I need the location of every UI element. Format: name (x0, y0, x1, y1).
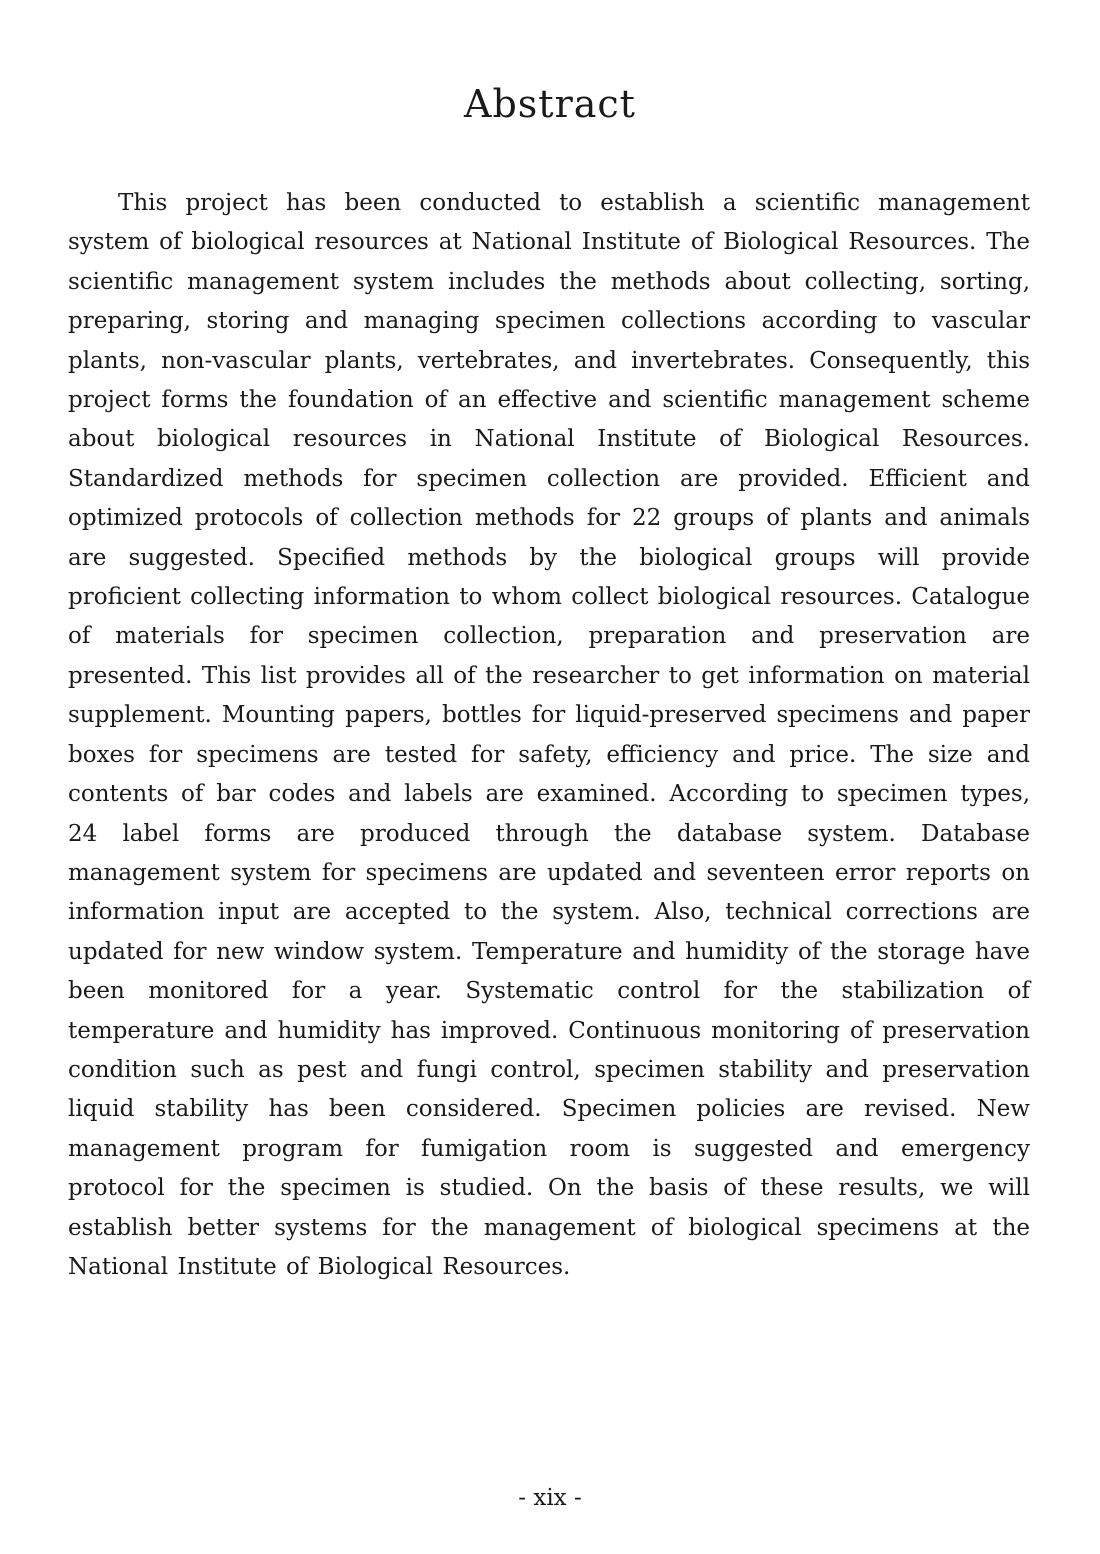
page-title: Abstract (464, 82, 636, 126)
abstract-paragraph: This project has been conducted to establish a scientific management system of biological resources at National Institute of Biological Resources. The scientific management system includes the methods about collecting, sorting, preparing, storing and managing specimen collections according to vascular plants, non-vascular plants, vertebrates, and invertebrates. Consequently, this project forms the foundation of an effective and scientific management scheme about biological resources in National Institute of Biological Resources. Standardized methods for specimen collection are provided. Efficient and optimized protocols of collection methods for 22 groups of plants and animals are suggested. Specified methods by the biological groups will provide proficient collecting information to whom collect biological resources. Catalogue of materials for specimen collection, preparation and preservation are presented. This list provides all of the researcher to get information on material supplement. Mounting papers, bottles for liquid-preserved specimens and paper boxes for specimens are tested for safety, efficiency and price. The size and contents of bar codes and labels are examined. According to specimen types, 24 label forms are produced through the database system. Database management system for specimens are updated and seventeen error reports on information input are accepted to the system. Also, technical corrections are updated for new window system. Temperature and humidity of the storage have been monitored for a year. Systematic control for the stabilization of temperature and humidity has improved. Continuous monitoring of preservation condition such as pest and fungi control, specimen stability and preservation liquid stability has been considered. Specimen policies are revised. New management program for fumigation room is suggested and emergency protocol for the specimen is studied. On the basis of these results, we will establish better systems for the management of biological specimens at the National Institute of Biological Resources. (68, 190, 1030, 1280)
page-number: - xix - (518, 1485, 582, 1511)
